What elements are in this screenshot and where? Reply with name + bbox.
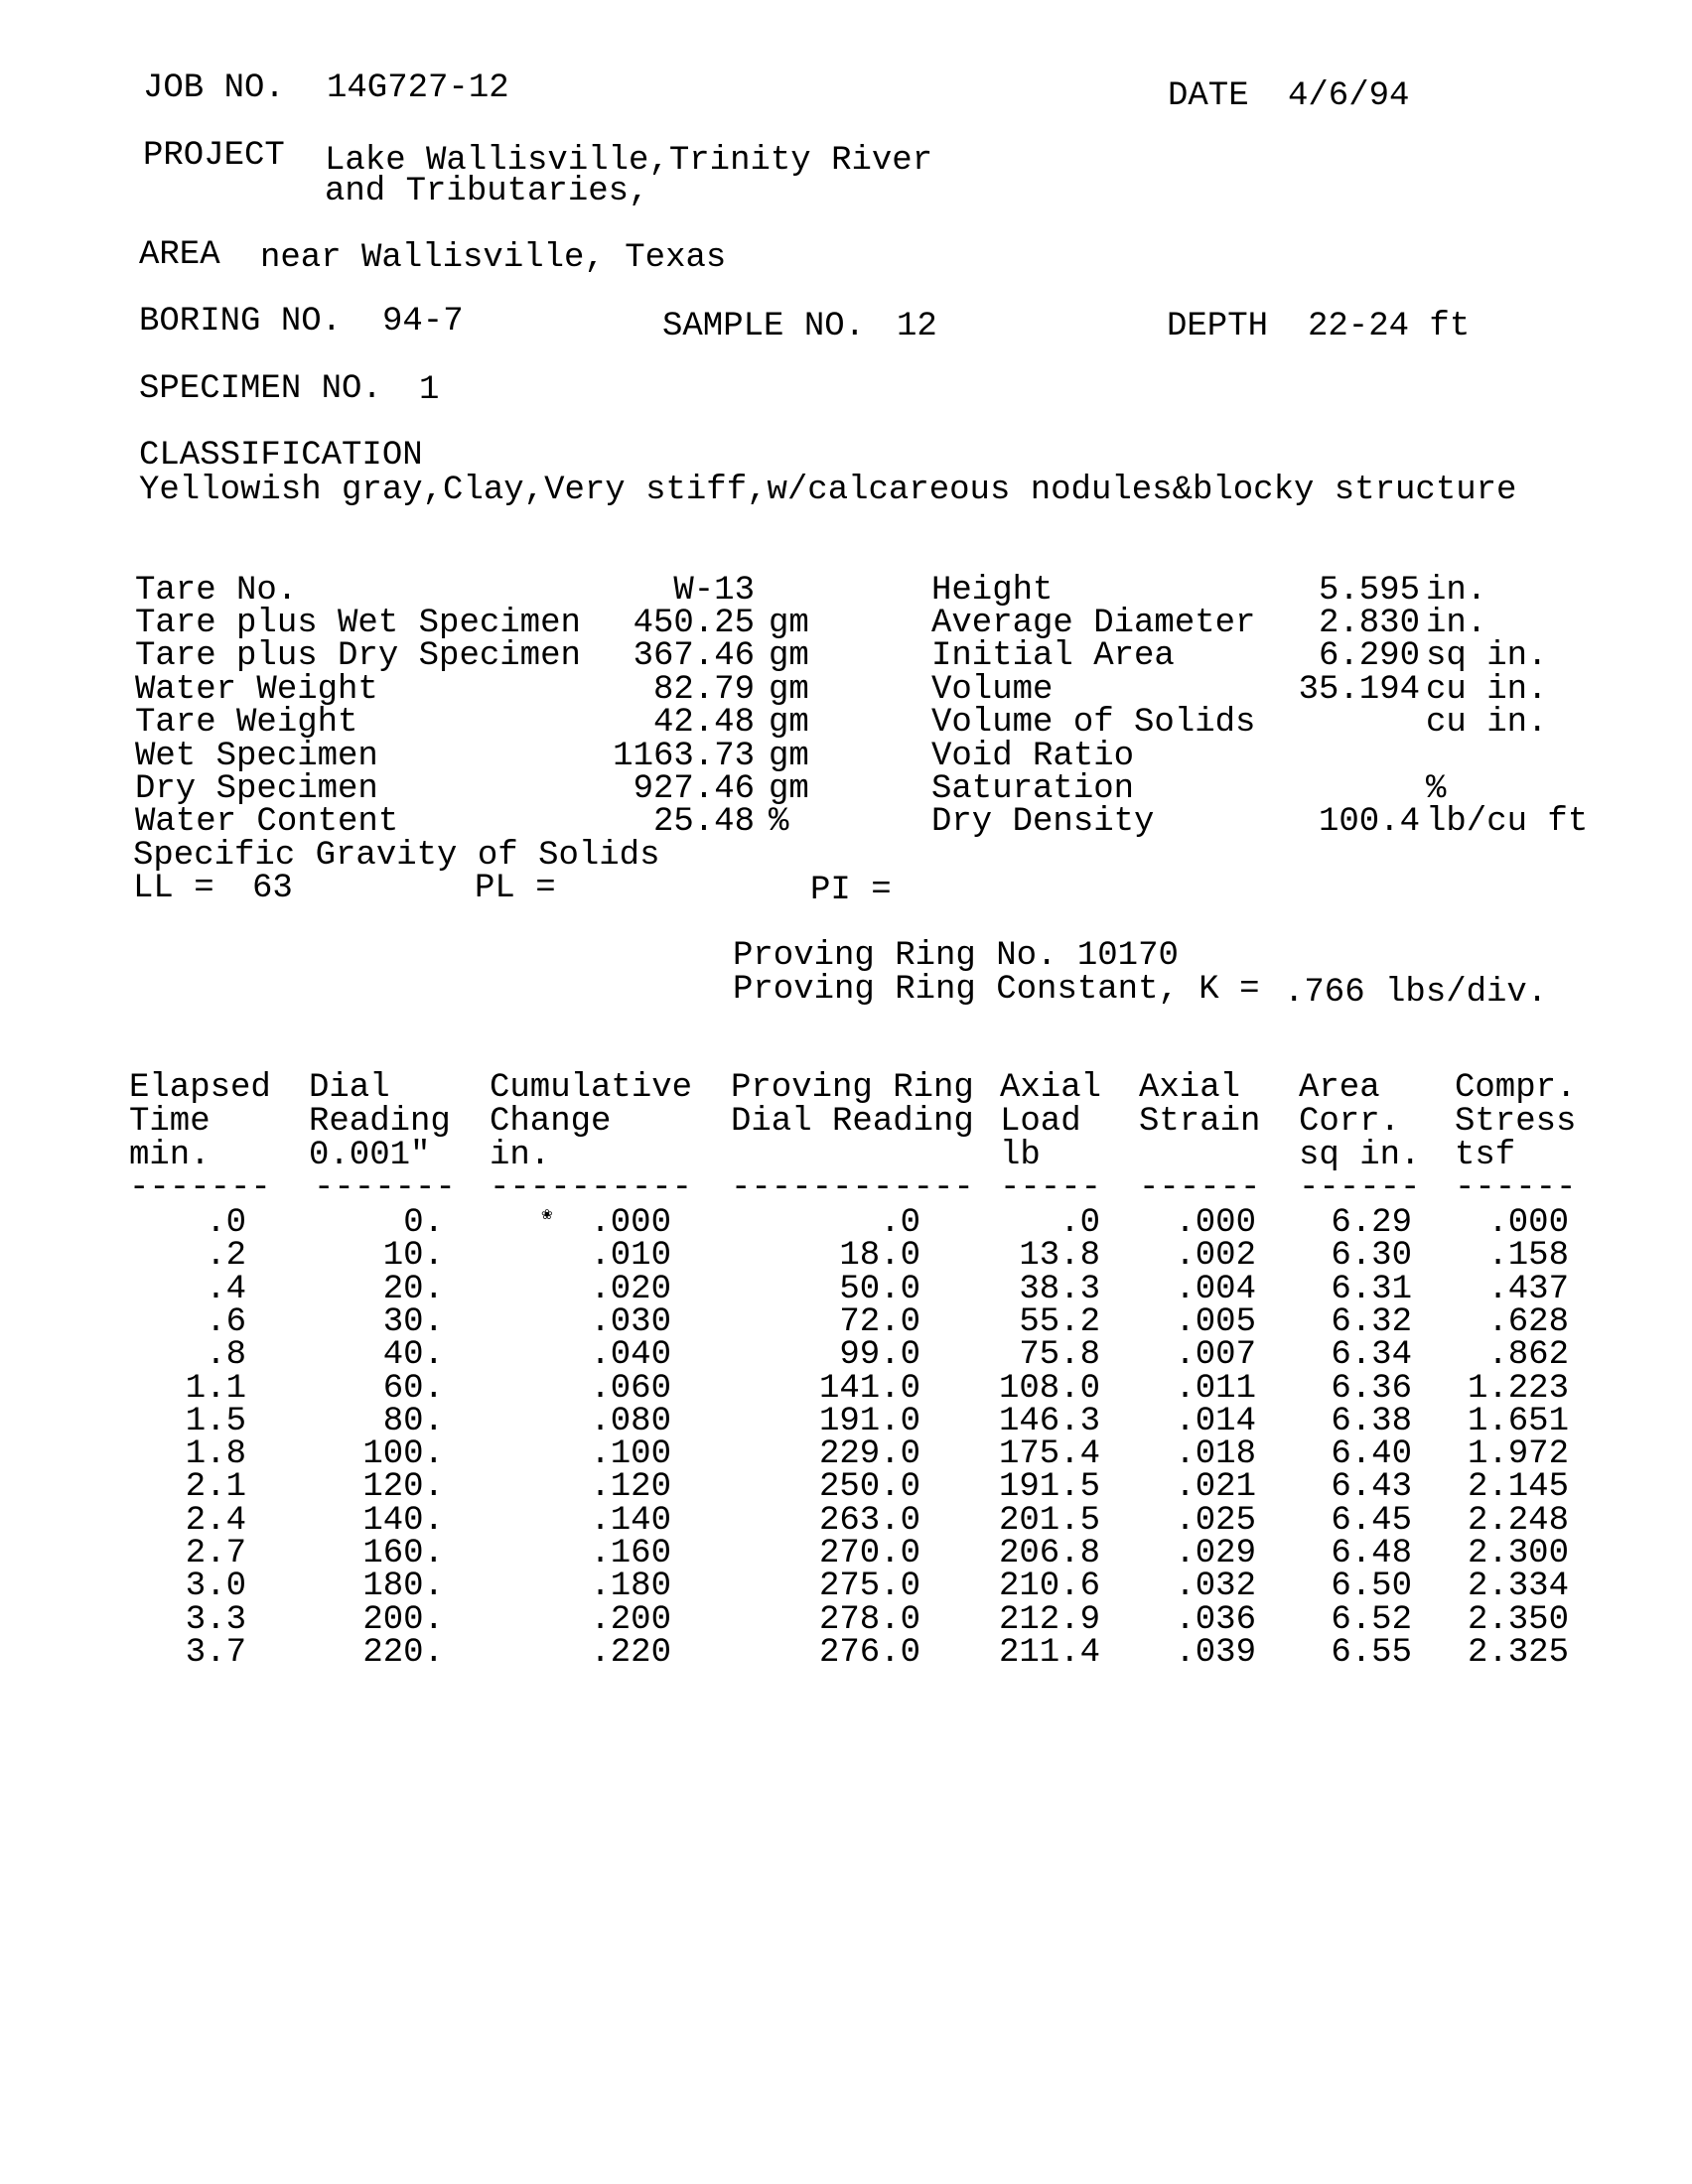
table-cell: .200 xyxy=(590,1601,671,1639)
table-cell: 3.7 xyxy=(185,1634,246,1672)
table-cell: 201.5 xyxy=(998,1502,1100,1540)
column-header: Corr. xyxy=(1299,1103,1401,1141)
table-cell: 1.223 xyxy=(1467,1370,1569,1408)
table-cell: 2.7 xyxy=(185,1535,246,1572)
date-label: DATE xyxy=(1168,77,1249,115)
table-cell: .4 xyxy=(206,1271,246,1308)
property-unit: gm xyxy=(769,770,809,808)
property-value: 100.4 xyxy=(1318,803,1420,841)
property-label: Average Diameter xyxy=(931,605,1256,642)
table-cell: .040 xyxy=(590,1336,671,1374)
property-label: Dry Specimen xyxy=(135,770,378,808)
column-header: Load xyxy=(1000,1103,1081,1141)
property-value: 5.595 xyxy=(1318,572,1420,610)
table-cell: 6.38 xyxy=(1331,1403,1412,1440)
table-cell: 6.43 xyxy=(1331,1468,1412,1506)
column-rule: ------------ xyxy=(731,1171,974,1205)
property-unit: gm xyxy=(769,738,809,775)
table-cell: 2.4 xyxy=(185,1502,246,1540)
property-label: Tare Weight xyxy=(135,704,358,742)
table-cell: .020 xyxy=(590,1271,671,1308)
classification-label: CLASSIFICATION xyxy=(139,437,423,475)
table-cell: 1.1 xyxy=(185,1370,246,1408)
column-header: 0.001" xyxy=(309,1137,431,1174)
table-cell: 108.0 xyxy=(998,1370,1100,1408)
property-value: W-13 xyxy=(673,572,755,610)
table-cell: 276.0 xyxy=(818,1634,920,1672)
job-value: 14G727-12 xyxy=(327,69,509,107)
pl-label: PL = xyxy=(475,870,556,907)
column-header: tsf xyxy=(1455,1137,1516,1174)
project-line-1: Lake Wallisville,Trinity River xyxy=(325,142,933,180)
table-cell: 2.300 xyxy=(1467,1535,1569,1572)
specific-gravity-label: Specific Gravity of Solids xyxy=(133,837,660,875)
column-header: lb xyxy=(1000,1137,1041,1174)
table-cell: .000 xyxy=(590,1204,671,1242)
stray-mark: ❀ xyxy=(541,1207,553,1223)
column-header: Stress xyxy=(1455,1103,1577,1141)
area-value: near Wallisville, Texas xyxy=(260,239,727,277)
table-cell: .004 xyxy=(1175,1271,1256,1308)
table-cell: .032 xyxy=(1175,1568,1256,1605)
table-cell: 206.8 xyxy=(998,1535,1100,1572)
table-cell: 6.34 xyxy=(1331,1336,1412,1374)
table-cell: 6.52 xyxy=(1331,1601,1412,1639)
table-cell: .120 xyxy=(590,1468,671,1506)
specimen-value: 1 xyxy=(419,371,440,409)
table-cell: 13.8 xyxy=(1019,1237,1100,1275)
table-cell: 6.30 xyxy=(1331,1237,1412,1275)
table-cell: .628 xyxy=(1487,1303,1569,1341)
table-cell: 60. xyxy=(382,1370,444,1408)
table-cell: .018 xyxy=(1175,1435,1256,1473)
property-label: Water Weight xyxy=(135,671,378,709)
column-header: Compr. xyxy=(1455,1069,1577,1107)
table-cell: 220. xyxy=(362,1634,444,1672)
table-cell: 6.29 xyxy=(1331,1204,1412,1242)
property-value: 450.25 xyxy=(633,605,755,642)
column-header: sq in. xyxy=(1299,1137,1421,1174)
table-cell: 2.334 xyxy=(1467,1568,1569,1605)
table-cell: .039 xyxy=(1175,1634,1256,1672)
property-label: Wet Specimen xyxy=(135,738,378,775)
column-header: Cumulative xyxy=(490,1069,693,1107)
table-cell: 1.651 xyxy=(1467,1403,1569,1440)
table-cell: .060 xyxy=(590,1370,671,1408)
boring-label: BORING NO. xyxy=(139,303,343,341)
table-cell: 278.0 xyxy=(818,1601,920,1639)
property-unit: gm xyxy=(769,637,809,675)
table-cell: 38.3 xyxy=(1019,1271,1100,1308)
property-value: 82.79 xyxy=(652,671,755,709)
table-cell: 2.1 xyxy=(185,1468,246,1506)
column-header: min. xyxy=(129,1137,211,1174)
table-cell: 1.8 xyxy=(185,1435,246,1473)
column-rule: ----- xyxy=(1000,1171,1102,1205)
table-cell: .0 xyxy=(206,1204,246,1242)
property-value: 367.46 xyxy=(633,637,755,675)
table-cell: 80. xyxy=(382,1403,444,1440)
property-unit: gm xyxy=(769,671,809,709)
property-value: 42.48 xyxy=(652,704,755,742)
table-cell: .862 xyxy=(1487,1336,1569,1374)
ll-label: LL = xyxy=(133,870,214,907)
property-label: Void Ratio xyxy=(931,738,1135,775)
column-header: Axial xyxy=(1000,1069,1102,1107)
table-cell: .007 xyxy=(1175,1336,1256,1374)
table-cell: 250.0 xyxy=(818,1468,920,1506)
table-cell: .029 xyxy=(1175,1535,1256,1572)
depth-value: 22-24 ft xyxy=(1308,308,1471,345)
table-cell: 200. xyxy=(362,1601,444,1639)
table-cell: .005 xyxy=(1175,1303,1256,1341)
table-cell: 275.0 xyxy=(818,1568,920,1605)
table-cell: 146.3 xyxy=(998,1403,1100,1440)
table-cell: .0 xyxy=(880,1204,920,1242)
table-cell: 6.36 xyxy=(1331,1370,1412,1408)
ll-value: 63 xyxy=(252,870,293,907)
column-rule: ------ xyxy=(1455,1171,1577,1205)
property-unit: % xyxy=(769,803,789,841)
property-label: Water Content xyxy=(135,803,399,841)
pi-label: PI = xyxy=(810,872,892,909)
table-cell: 2.350 xyxy=(1467,1601,1569,1639)
table-cell: 6.32 xyxy=(1331,1303,1412,1341)
table-cell: .000 xyxy=(1175,1204,1256,1242)
table-cell: 72.0 xyxy=(839,1303,920,1341)
table-cell: 2.145 xyxy=(1467,1468,1569,1506)
table-cell: 1.972 xyxy=(1467,1435,1569,1473)
column-rule: ---------- xyxy=(490,1171,693,1205)
project-label: PROJECT xyxy=(143,137,285,175)
property-unit: in. xyxy=(1426,605,1487,642)
table-cell: .0 xyxy=(1059,1204,1100,1242)
table-cell: 2.325 xyxy=(1467,1634,1569,1672)
table-cell: .000 xyxy=(1487,1204,1569,1242)
column-header: Change xyxy=(490,1103,612,1141)
table-cell: 30. xyxy=(382,1303,444,1341)
proving-ring-constant-value: .766 lbs/div. xyxy=(1284,974,1548,1012)
property-unit: gm xyxy=(769,605,809,642)
table-cell: 3.3 xyxy=(185,1601,246,1639)
property-value: 6.290 xyxy=(1318,637,1420,675)
property-value: 35.194 xyxy=(1298,671,1420,709)
project-line-2: and Tributaries, xyxy=(325,173,649,210)
column-rule: ------- xyxy=(314,1171,456,1205)
table-cell: .180 xyxy=(590,1568,671,1605)
column-header: Time xyxy=(129,1103,211,1141)
property-label: Initial Area xyxy=(931,637,1175,675)
property-label: Height xyxy=(931,572,1054,610)
table-cell: 3.0 xyxy=(185,1568,246,1605)
property-unit: in. xyxy=(1426,572,1487,610)
table-cell: .100 xyxy=(590,1435,671,1473)
table-cell: 210.6 xyxy=(998,1568,1100,1605)
property-unit: lb/cu ft xyxy=(1426,803,1589,841)
property-value: 1163.73 xyxy=(613,738,755,775)
boring-value: 94-7 xyxy=(382,303,464,341)
table-cell: 229.0 xyxy=(818,1435,920,1473)
column-header: Axial xyxy=(1139,1069,1241,1107)
table-cell: 18.0 xyxy=(839,1237,920,1275)
table-cell: 20. xyxy=(382,1271,444,1308)
column-header: Strain xyxy=(1139,1103,1261,1141)
table-cell: 270.0 xyxy=(818,1535,920,1572)
property-label: Volume of Solids xyxy=(931,704,1256,742)
table-cell: .036 xyxy=(1175,1601,1256,1639)
table-cell: 0. xyxy=(403,1204,444,1242)
depth-label: DEPTH xyxy=(1167,308,1269,345)
column-header: Dial Reading xyxy=(731,1103,974,1141)
sample-label: SAMPLE NO. xyxy=(662,308,866,345)
table-cell: 160. xyxy=(362,1535,444,1572)
sample-value: 12 xyxy=(897,308,937,345)
property-unit: cu in. xyxy=(1426,704,1548,742)
table-cell: 212.9 xyxy=(998,1601,1100,1639)
table-cell: .8 xyxy=(206,1336,246,1374)
table-cell: 211.4 xyxy=(998,1634,1100,1672)
table-cell: .011 xyxy=(1175,1370,1256,1408)
proving-ring-number: Proving Ring No. 10170 xyxy=(733,937,1179,975)
column-rule: ------ xyxy=(1139,1171,1261,1205)
column-header: Elapsed xyxy=(129,1069,271,1107)
property-label: Volume xyxy=(931,671,1054,709)
property-unit: cu in. xyxy=(1426,671,1548,709)
table-cell: 175.4 xyxy=(998,1435,1100,1473)
table-cell: .158 xyxy=(1487,1237,1569,1275)
column-rule: ------ xyxy=(1299,1171,1421,1205)
table-cell: .014 xyxy=(1175,1403,1256,1440)
property-label: Dry Density xyxy=(931,803,1155,841)
table-cell: 6.31 xyxy=(1331,1271,1412,1308)
table-cell: 2.248 xyxy=(1467,1502,1569,1540)
column-header: in. xyxy=(490,1137,551,1174)
property-label: Tare No. xyxy=(135,572,298,610)
table-cell: .220 xyxy=(590,1634,671,1672)
property-unit: % xyxy=(1426,770,1447,808)
table-cell: .140 xyxy=(590,1502,671,1540)
proving-ring-constant-label: Proving Ring Constant, K = xyxy=(733,971,1260,1009)
table-cell: .021 xyxy=(1175,1468,1256,1506)
table-cell: .002 xyxy=(1175,1237,1256,1275)
table-cell: .160 xyxy=(590,1535,671,1572)
table-cell: .2 xyxy=(206,1237,246,1275)
property-unit: gm xyxy=(769,704,809,742)
table-cell: 180. xyxy=(362,1568,444,1605)
table-cell: 6.45 xyxy=(1331,1502,1412,1540)
table-cell: 99.0 xyxy=(839,1336,920,1374)
table-cell: .025 xyxy=(1175,1502,1256,1540)
table-cell: 100. xyxy=(362,1435,444,1473)
table-cell: .080 xyxy=(590,1403,671,1440)
table-cell: 6.40 xyxy=(1331,1435,1412,1473)
table-cell: .6 xyxy=(206,1303,246,1341)
property-label: Tare plus Wet Specimen xyxy=(135,605,581,642)
table-cell: 6.50 xyxy=(1331,1568,1412,1605)
table-cell: .010 xyxy=(590,1237,671,1275)
specimen-label: SPECIMEN NO. xyxy=(139,370,382,408)
column-header: Reading xyxy=(309,1103,451,1141)
table-cell: 263.0 xyxy=(818,1502,920,1540)
column-header: Area xyxy=(1299,1069,1380,1107)
property-value: 25.48 xyxy=(652,803,755,841)
table-cell: .030 xyxy=(590,1303,671,1341)
table-cell: 6.48 xyxy=(1331,1535,1412,1572)
table-cell: .437 xyxy=(1487,1271,1569,1308)
column-rule: ------- xyxy=(129,1171,271,1205)
table-cell: 1.5 xyxy=(185,1403,246,1440)
job-label: JOB NO. xyxy=(143,69,285,107)
table-cell: 6.55 xyxy=(1331,1634,1412,1672)
table-cell: 50.0 xyxy=(839,1271,920,1308)
area-label: AREA xyxy=(139,236,220,274)
table-cell: 55.2 xyxy=(1019,1303,1100,1341)
table-cell: 75.8 xyxy=(1019,1336,1100,1374)
table-cell: 191.5 xyxy=(998,1468,1100,1506)
column-header: Dial xyxy=(309,1069,390,1107)
table-cell: 40. xyxy=(382,1336,444,1374)
property-label: Saturation xyxy=(931,770,1135,808)
table-cell: 191.0 xyxy=(818,1403,920,1440)
column-header: Proving Ring xyxy=(731,1069,974,1107)
classification-value: Yellowish gray,Clay,Very stiff,w/calcareous nodules&blocky structure xyxy=(139,472,1517,509)
property-value: 927.46 xyxy=(633,770,755,808)
property-value: 2.830 xyxy=(1318,605,1420,642)
date-value: 4/6/94 xyxy=(1288,77,1410,115)
property-unit: sq in. xyxy=(1426,637,1548,675)
table-cell: 141.0 xyxy=(818,1370,920,1408)
table-cell: 120. xyxy=(362,1468,444,1506)
table-cell: 10. xyxy=(382,1237,444,1275)
property-label: Tare plus Dry Specimen xyxy=(135,637,581,675)
table-cell: 140. xyxy=(362,1502,444,1540)
